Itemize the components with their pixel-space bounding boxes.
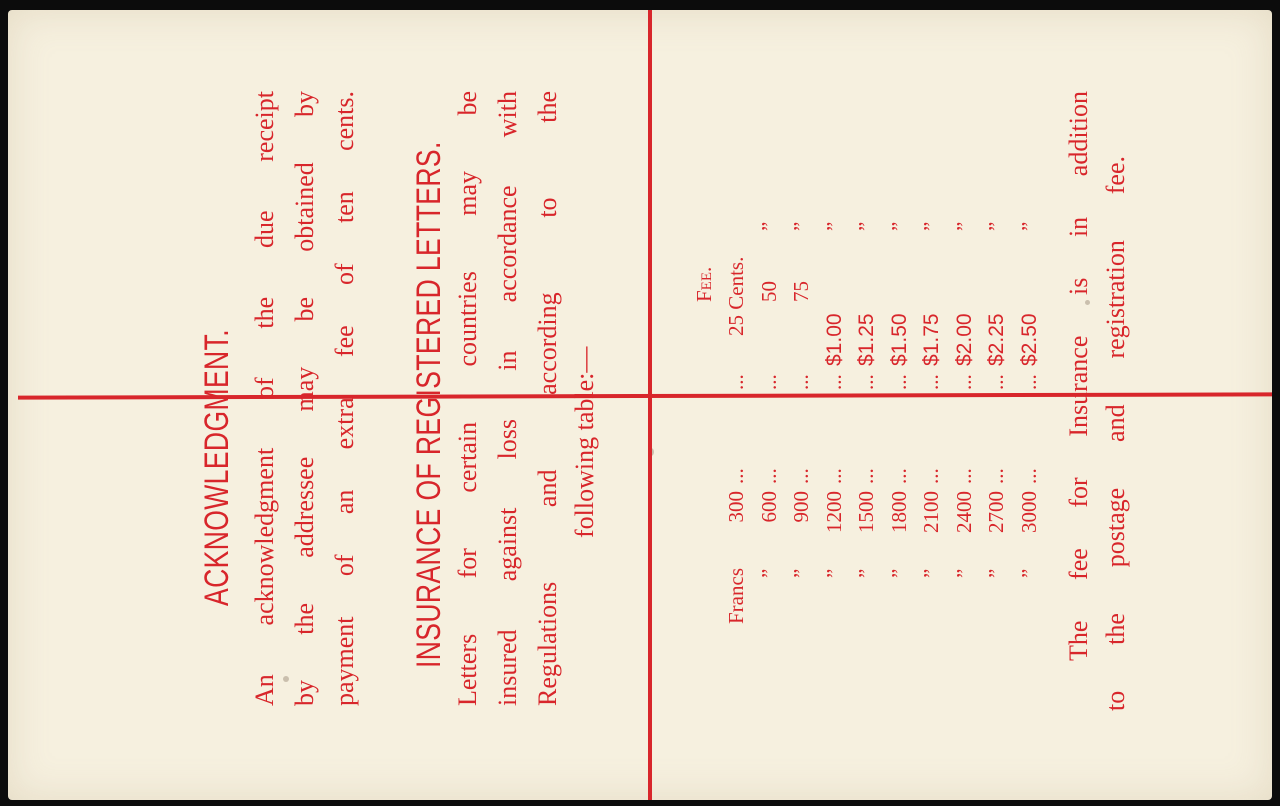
insurance-line-3: Regulations and according to the: [533, 91, 562, 706]
francs-amount: 900: [789, 491, 813, 523]
row-dots: ...: [919, 468, 943, 484]
row-dots: ...: [724, 468, 748, 484]
ditto-mark: ”: [984, 221, 1008, 231]
insurance-title: INSURANCE OF REGISTERED LETTERS.: [410, 141, 448, 668]
ditto-mark: ”: [1016, 568, 1041, 578]
francs-amount: 2100: [919, 491, 943, 533]
row-dots: ...: [919, 374, 943, 390]
row-dots: ...: [821, 468, 846, 484]
ditto-mark: ”: [951, 221, 976, 231]
acknowledgment-title: ACKNOWLEDGMENT.: [198, 329, 236, 606]
ditto-mark: ”: [951, 568, 976, 578]
ditto-mark: ”: [789, 568, 813, 578]
fee-amount: 75: [789, 281, 813, 302]
row-dots: ...: [886, 374, 911, 390]
row-dots: ...: [1016, 374, 1041, 390]
fee-amount: 50: [756, 281, 781, 302]
ditto-mark: ”: [854, 568, 878, 578]
ditto-mark: ”: [821, 568, 846, 578]
acknowledgment-line-1: An acknowledgment of the due receipt: [250, 91, 279, 706]
fee-amount: $1.50: [887, 313, 911, 366]
row-dots: ...: [951, 468, 976, 484]
insurance-line-4: following table:—: [570, 346, 599, 538]
row-dots: ...: [951, 374, 976, 390]
row-dots: ...: [1016, 468, 1041, 484]
row-dots: ...: [821, 374, 846, 390]
ditto-mark: ”: [756, 221, 781, 231]
row-dots: ...: [756, 468, 781, 484]
francs-amount: 2400: [951, 491, 976, 533]
francs-amount: 2700: [984, 491, 1008, 533]
ditto-mark: ”: [1016, 221, 1041, 231]
fee-amount: $2.00: [952, 313, 976, 366]
ditto-mark: ”: [821, 221, 846, 231]
insurance-line-1: Letters for certain countries may be: [453, 91, 482, 706]
insurance-line-2: insured against loss in accordance with: [493, 91, 522, 706]
ditto-mark: ”: [789, 221, 813, 231]
francs-amount: 1500: [854, 491, 878, 533]
ditto-mark: ”: [854, 221, 878, 231]
footer-line-1: The fee for Insurance is in addition: [1064, 91, 1093, 661]
ditto-mark: ”: [756, 568, 781, 578]
row-dots: ...: [984, 468, 1008, 484]
fee-amount: 25 Cents.: [724, 256, 748, 336]
row-dots: ...: [724, 374, 748, 390]
fee-amount: $1.25: [855, 313, 878, 366]
francs-amount: 1800: [886, 491, 911, 533]
ditto-mark: ”: [886, 221, 911, 231]
footer-line-2: to the postage and registration fee.: [1101, 156, 1130, 711]
fee-amount: $2.25: [985, 313, 1008, 366]
francs-amount: 300: [724, 491, 748, 523]
ditto-mark: ”: [886, 568, 911, 578]
fee-amount: $1.75: [920, 313, 943, 366]
row-dots: ...: [984, 374, 1008, 390]
acknowledgment-line-2: by the addressee may be obtained by: [290, 91, 319, 706]
francs-label: Francs: [724, 568, 748, 624]
ditto-mark: ”: [919, 568, 943, 578]
fee-header: Fee.: [692, 266, 716, 302]
francs-amount: 600: [756, 491, 781, 523]
ditto-mark: ”: [984, 568, 1008, 578]
row-dots: ...: [854, 468, 878, 484]
row-dots: ...: [756, 374, 781, 390]
francs-amount: 1200: [821, 491, 846, 533]
row-dots: ...: [886, 468, 911, 484]
row-dots: ...: [789, 468, 813, 484]
row-dots: ...: [789, 374, 813, 390]
francs-amount: 3000: [1016, 491, 1041, 533]
ditto-mark: ”: [919, 221, 943, 231]
acknowledgment-line-3: payment of an extra fee of ten cents.: [330, 91, 359, 706]
fee-amount: $2.50: [1017, 313, 1041, 366]
row-dots: ...: [854, 374, 878, 390]
fee-amount: $1.00: [822, 313, 846, 366]
